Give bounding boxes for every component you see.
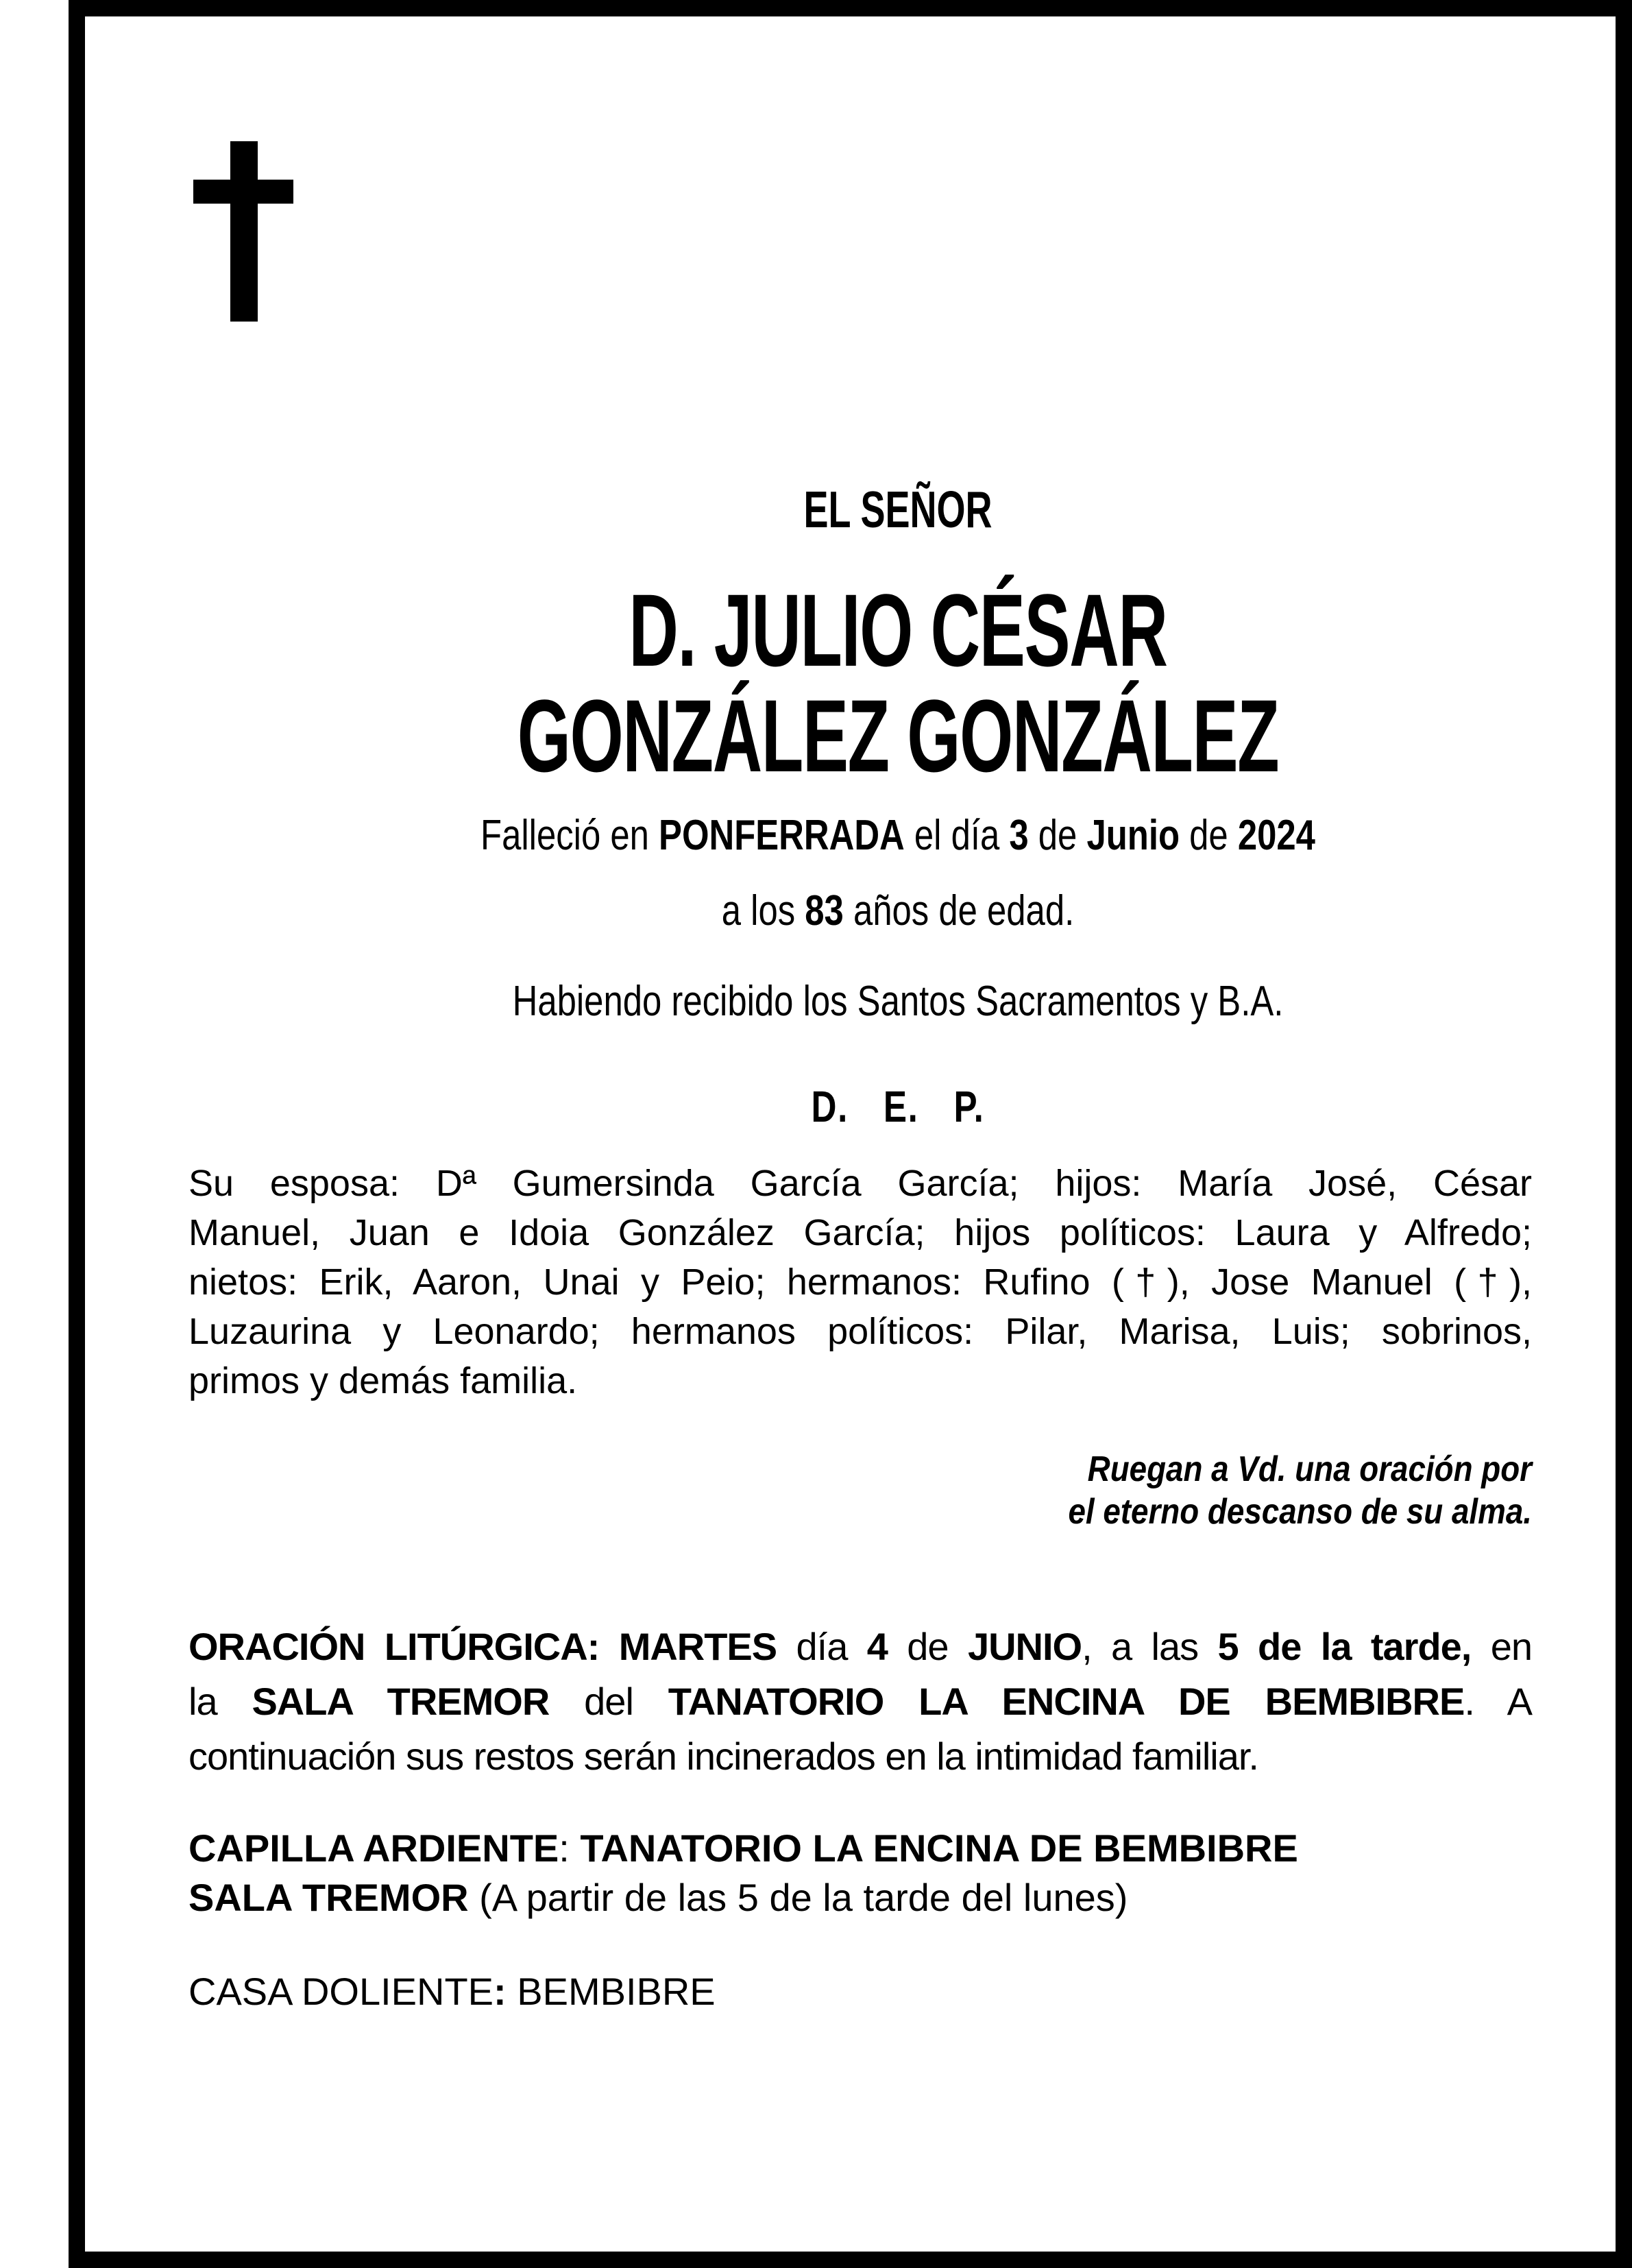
text-segment: años de edad. [843,887,1075,934]
text-segment: ORACIÓN LITÚRGICA: MARTES [188,1625,777,1668]
family-line: Su esposa: Dª Gumersinda García García; hijos: María José, César [188,1163,1532,1204]
text-segment: . A [1464,1680,1532,1723]
text-segment: CAPILLA ARDIENTE [188,1826,559,1870]
text-segment: (A partir de las 5 de la tarde del lunes) [468,1876,1128,1919]
text-segment: 4 [866,1625,888,1668]
deceased-name-line1: D. JULIO CÉSAR [629,572,1167,688]
family-line: primos y demás familia. [188,1360,578,1401]
text-segment: Junio [1086,812,1180,859]
text-segment: de [887,1625,968,1668]
text-segment: , a las [1082,1625,1218,1668]
text-segment: PONFERRADA [659,812,905,859]
text-segment: SALA TREMOR [252,1680,550,1723]
cross-icon-vertical-bar [230,141,258,322]
text-segment: la [188,1680,252,1723]
text-segment: continuación sus restos serán incinerados en la intimidad familiar. [188,1735,1258,1778]
wake-chapel-info [188,1824,1532,1922]
text-segment: en [1471,1625,1533,1668]
family-line: nietos: Erik, Aaron, Unai y Peio; hermanos: Rufino (†), Jose Manuel (†), [188,1262,1532,1303]
text-segment: CASA DOLIENTE [188,1970,494,2013]
text-segment: 5 de la tarde, [1217,1625,1472,1668]
text-segment: JUNIO [967,1625,1082,1668]
text-segment: : [559,1826,581,1870]
age-line [378,886,1418,935]
wake-chapel-line2 [188,1873,1532,1922]
family-paragraph [188,1159,1532,1406]
text-segment: : [494,1970,507,2013]
text-segment: Falleció en [480,812,659,859]
rest-in-peace-abbreviation: D. E. P. [811,1082,985,1131]
text-segment: TANATORIO LA ENCINA DE BEMBIBRE [668,1680,1465,1723]
text-segment: de [1028,812,1087,859]
deceased-name [473,572,1323,793]
service-line [188,1729,1532,1784]
deceased-name-line2: GONZÁLEZ GONZÁLEZ [517,678,1279,793]
mourning-house-line [188,1969,1532,2014]
sacraments-line: Habiendo recibido los Santos Sacramentos y B.A. [512,978,1284,1025]
text-segment: el día [904,812,1010,859]
honorific-title: EL SEÑOR [803,481,992,538]
cross-icon-horizontal-bar [193,180,293,204]
text-segment: de [1180,812,1238,859]
family-line: Manuel, Juan e Idoia González García; hijos políticos: Laura y Alfredo; [188,1212,1532,1253]
prayer-request-line2: el eterno descanso de su alma. [1068,1492,1532,1532]
text-segment: TANATORIO LA ENCINA DE BEMBIBRE [580,1826,1298,1870]
family-line: Luzaurina y Leonardo; hermanos políticos: Pilar, Marisa, Luis; sobrinos, [188,1311,1532,1352]
prayer-request [350,1448,1532,1533]
prayer-request-line1: Ruegan a Vd. una oración por [1087,1449,1532,1489]
service-line [188,1674,1532,1729]
text-segment: a los [721,887,805,934]
mourning-border-frame [69,0,1632,2268]
wake-chapel-line1 [188,1824,1532,1873]
service-line [188,1619,1532,1674]
liturgical-service-paragraph [188,1619,1532,1784]
text-segment: 2024 [1237,812,1315,859]
text-segment: 83 [805,887,844,934]
text-segment: SALA TREMOR [188,1876,469,1919]
death-place-date-line [378,811,1418,860]
text-segment: día [777,1625,867,1668]
text-segment: del [549,1680,668,1723]
text-segment: 3 [1009,812,1029,859]
text-segment: BEMBIBRE [506,1970,716,2013]
